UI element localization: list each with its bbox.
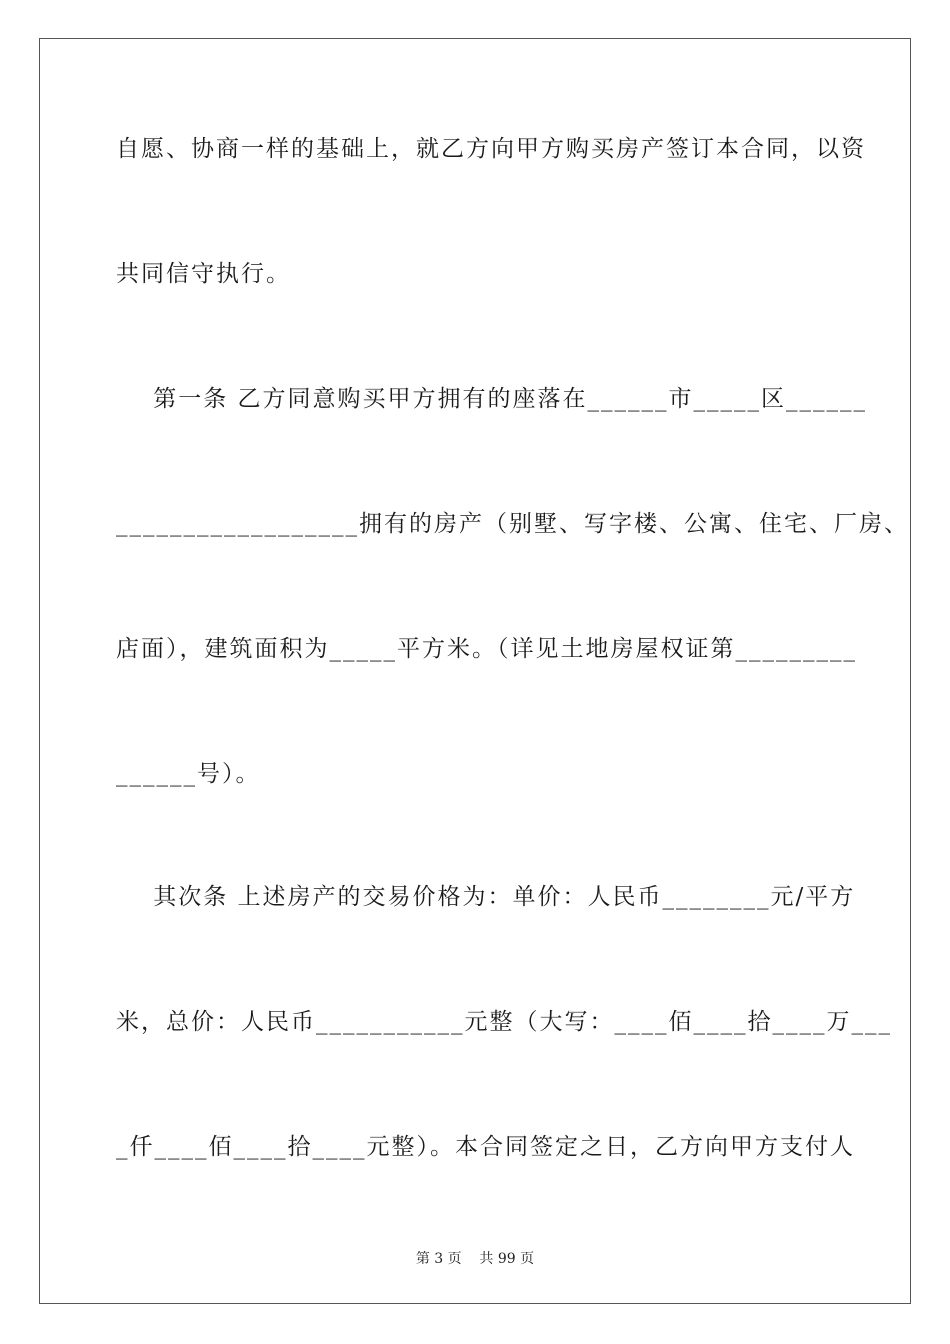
document-line: 店面），建筑面积为_____平方米。（详见土地房屋权证第_________ <box>116 636 857 662</box>
document-line: __________________拥有的房产（别墅、写字楼、公寓、住宅、厂房、 <box>116 511 909 537</box>
page-number-footer: 第 3 页 共 99 页 <box>415 1251 535 1267</box>
page-border <box>39 38 911 1304</box>
document-line: 共同信守执行。 <box>116 261 291 287</box>
document-line: _仟____佰____拾____元整）。本合同签定之日，乙方向甲方支付人 <box>116 1134 855 1160</box>
document-line: 第一条 乙方同意购买甲方拥有的座落在______市_____区______ <box>116 386 868 412</box>
document-line: 自愿、协商一样的基础上，就乙方向甲方购买房产签订本合同，以资 <box>116 136 866 162</box>
document-line: 其次条 上述房产的交易价格为：单价：人民币________元/平方 <box>116 884 856 910</box>
document-line: ______号）。 <box>116 761 261 787</box>
document-line: 米，总价：人民币___________元整（大写：____佰____拾____万___ <box>116 1009 892 1035</box>
